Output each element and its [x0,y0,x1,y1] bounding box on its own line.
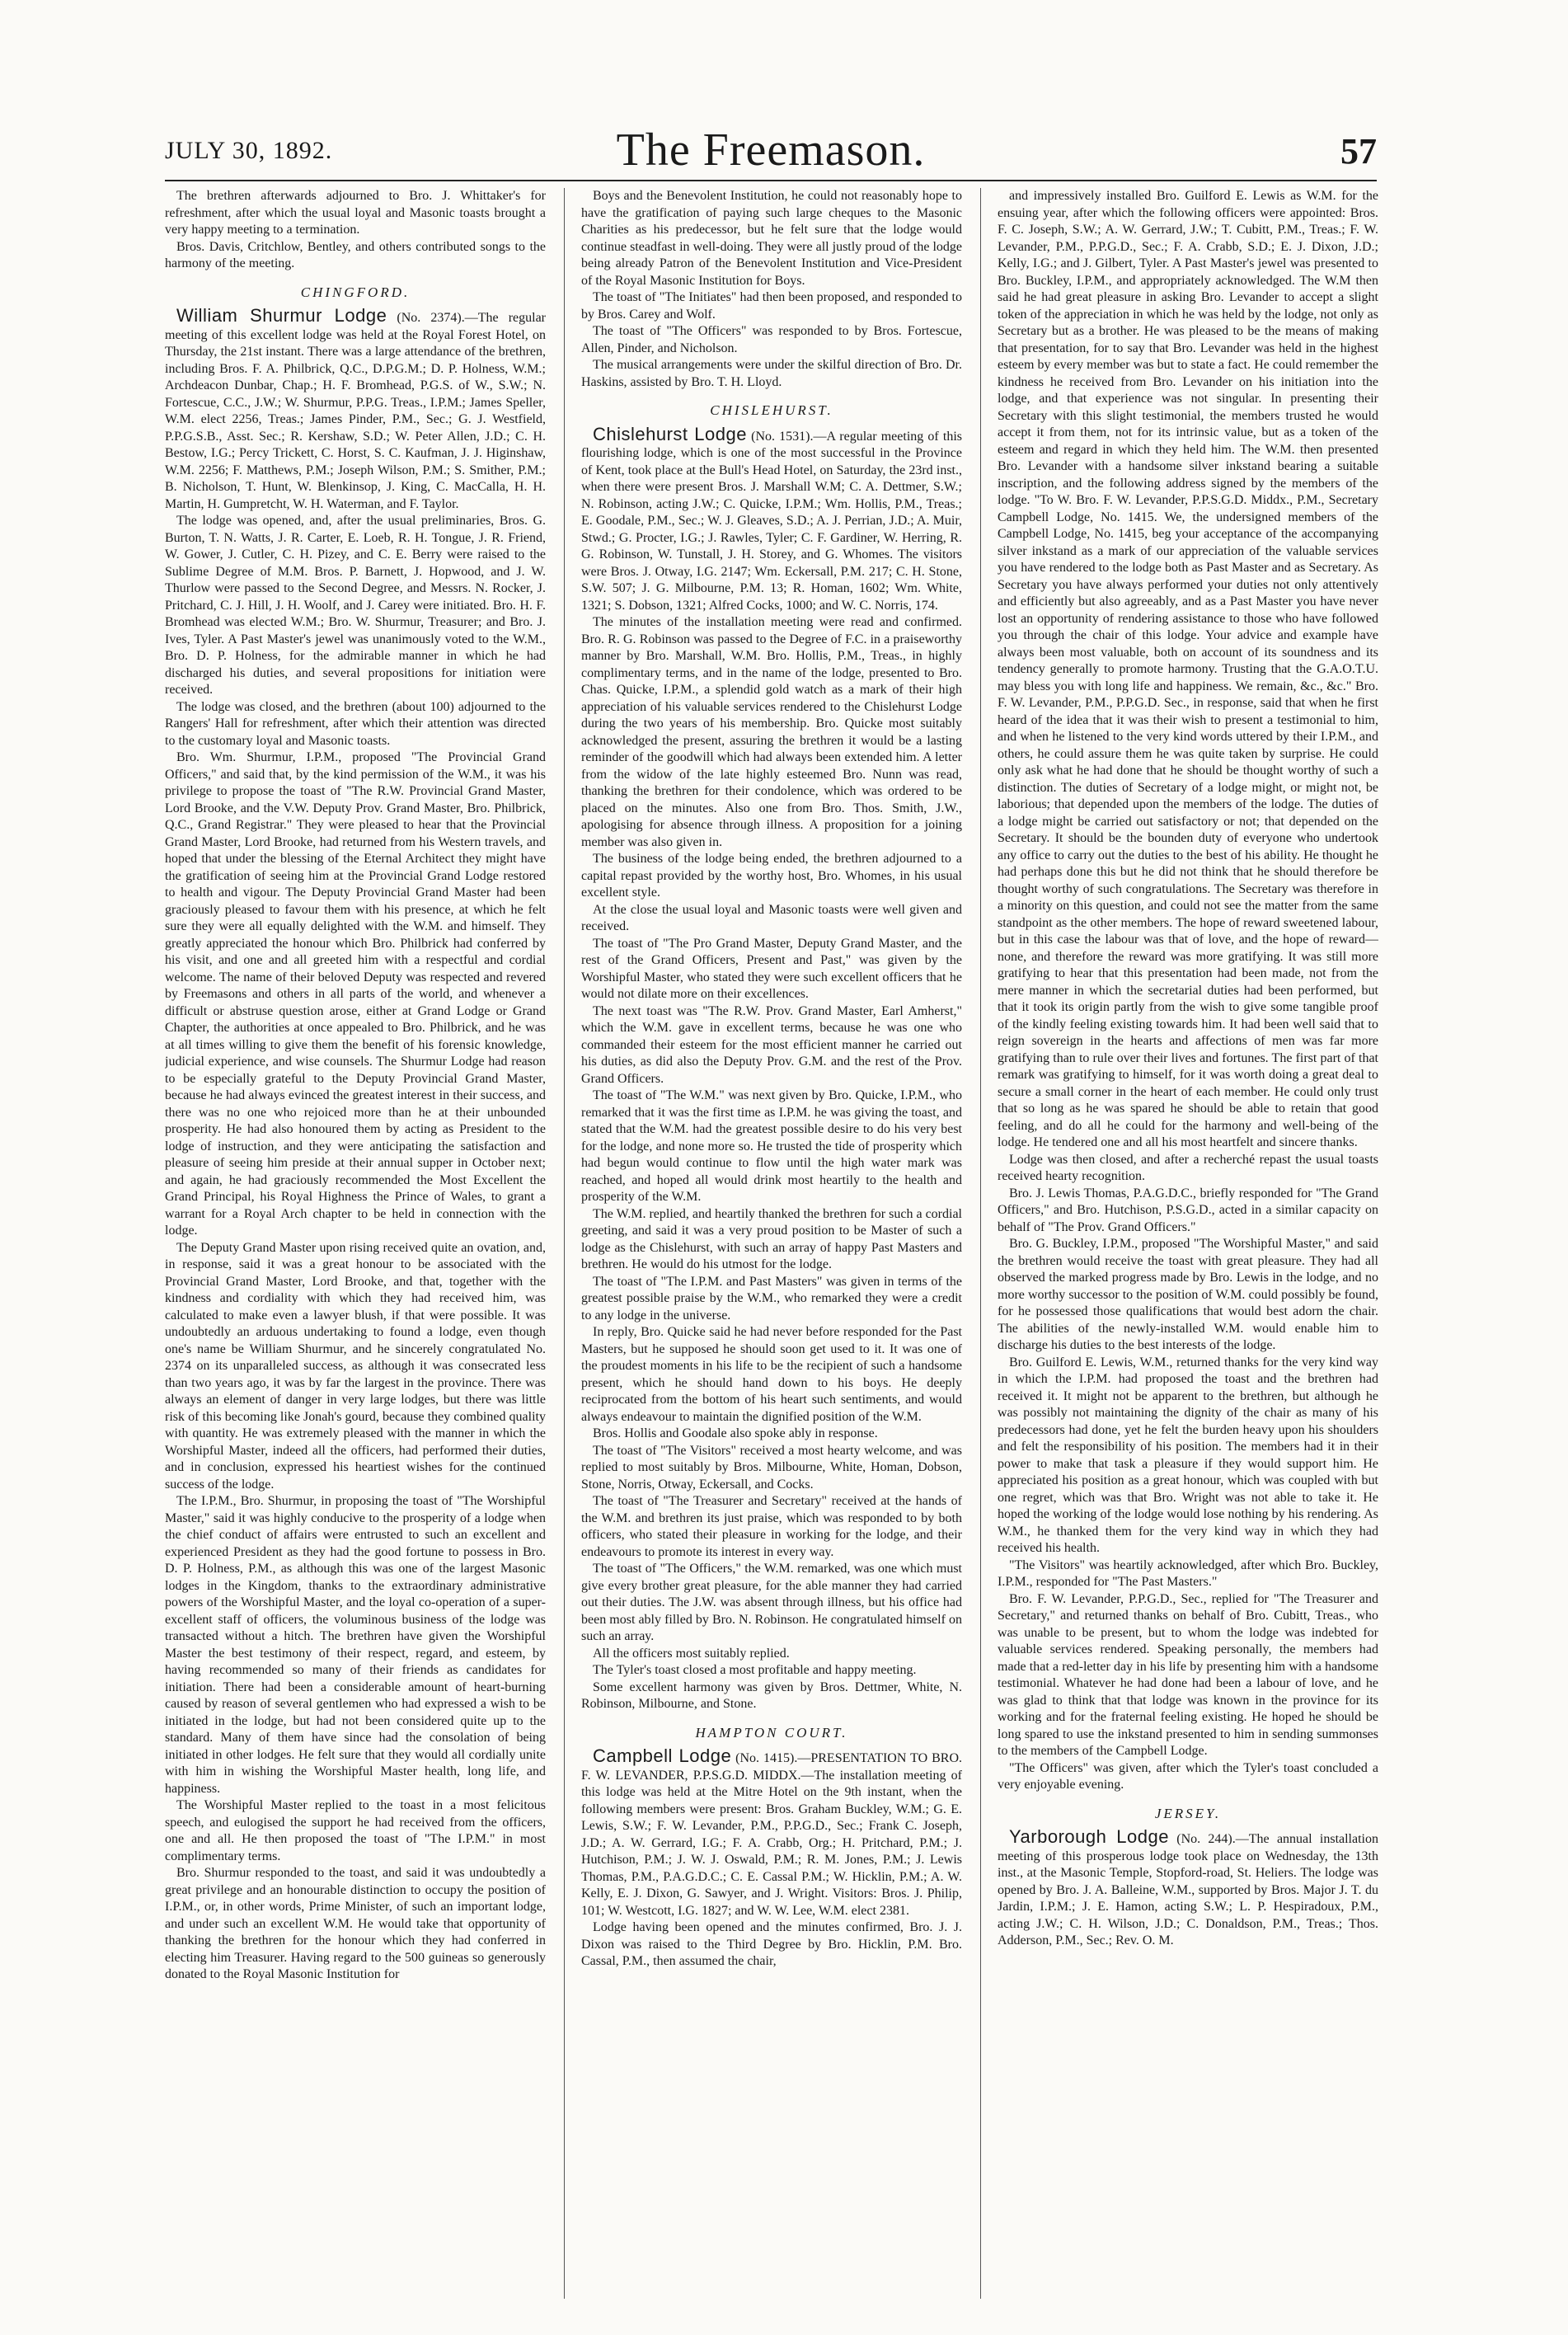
column-2 [581,188,962,2299]
lodge-name-heading: Chislehurst Lodge [593,423,747,444]
lodge-report-text: (No. 2374).—The regular meeting of this excellent lodge was held at the Royal Forest Hotel, on Thursday, the 21st instant. There was a large attendance of the brethren, including Bros. F. A. Philbrick, Q.C., D.P.G.M.; D. P. Holness, W.M.; Archdeacon Dunbar, Chap.; H. F. Bromhead, P.G.S. of W., S.W.; N. Fortescue, C.C., J.W.; W. Shurmur, P.P.G. Treas., I.P.M.; James Speller, W.M. elect 2256, Treas.; James Pinder, P.M., Sec.; G. J. Westfield, P.P.G.S.B., Asst. Sec.; R. Kershaw, S.D.; W. Peter Allen, J.D.; C. H. Bestow, I.G.; Percy Trickett, C. Horst, S. C. Kaufman, J. J. Higinshaw, W.M. 2256; F. Matthews, P.M.; Joseph Wilson, P.M.; S. Smither, P.M.; B. Nicholson, T. Hunt, W. Blenkinsop, J. King, C. MacCalla, H. H. Martin, H. Gumpretcht, W. H. Waterman, and F. Taylor. [165,311,546,511]
column-3 [998,188,1378,2299]
section-place-heading: CHISLEHURST. [710,402,833,418]
lodge-report-paragraph [998,1826,1378,1950]
lodge-report-paragraph [581,1745,962,1919]
lodge-name-heading: Campbell Lodge [593,1745,732,1766]
article-paragraph: Bro. J. Lewis Thomas, P.A.G.D.C., briefly responded for "The Grand Officers," and Bro. Hutchison, P.S.G.D., acted in a similar capacity on behalf of "The Prov. Grand Officers." [998,1186,1378,1234]
lodge-report-text: (No. 244).—The annual installation meeting of this prosperous lodge took place on Wednesday, the 13th inst., at the Masonic Temple, Stopford-road, St. Heliers. The lodge was opened by Bro. J. A. Balleine, W.M., supported by Bros. Major J. T. du Jardin, I.P.M.; J. E. Hamon, acting S.W.; L. P. Hespiradoux, P.M., acting J.W.; C. H. Wilson, J.D.; C. Donaldson, P.M., Treas.; Thos. Adderson, P.M., Sec.; Rev. O. M. [998,1832,1378,1947]
article-paragraph: Bro. G. Buckley, I.P.M., proposed "The Worshipful Master," and said the brethren would receive the toast with great pleasure. They had all observed the marked progress made by Bro. Lewis in the lodge, and no more worthy successor to the position of W.M. could possibly be found, for he possessed those qualifications that would best adorn the chair. The abilities of the newly-installed W.M. would enable him to discharge his duties to the best interests of the lodge. [998,1237,1378,1352]
header-rule [165,180,1377,181]
article-paragraph: All the officers most suitably replied. [593,1646,790,1661]
article-paragraph: Some excellent harmony was given by Bros. Dettmer, White, N. Robinson, Milbourne, and Stone. [581,1680,962,1711]
article-paragraph: "The Visitors" was heartily acknowledged, after which Bro. Buckley, I.P.M., responded for "The Past Masters." [998,1557,1378,1589]
article-paragraph: Bros. Hollis and Goodale also spoke ably in response. [593,1426,878,1440]
lodge-report-text: (No. 1531).—A regular meeting of this flourishing lodge, which is one of the most successful in the Province of Kent, took place at the Bull's Head Hotel, on Saturday, the 23rd inst., when there were present Bros. J. Marshall W.M; C. A. Dettmer, S.W.; N. Robinson, acting J.W.; C. Quicke, I.P.M.; Wm. Hollis, P.M., Treas.; E. Goodale, P.M., Sec.; W. J. Gleaves, S.D.; A. J. Perrian, J.D.; A. Muir, Stwd.; G. Procter, I.G.; J. Rawles, Tyler; C. F. Gardiner, W. Herring, R. G. Robinson, W. Tunstall, J. H. Storey, and G. Whomes. The visitors were Bros. J. Otway, I.G. 2147; Wm. Eckersall, P.M. 217; C. H. Stone, S.W. 507; J. G. Milbourne, P.M. 13; R. Homan, 1602; Wm. White, 1321; S. Dobson, 1321; Alfred Cocks, 1000; and W. C. Norris, 174. [581,429,962,613]
article-paragraph: Bro. Wm. Shurmur, I.P.M., proposed "The Provincial Grand Officers," and said that, by the kind permission of the W.M., it was his privilege to propose the toast of "The R.W. Provincial Grand Master, Lord Brooke, and the V.W. Deputy Prov. Grand Master, Bro. Philbrick, Q.C., Grand Registrar." They were pleased to hear that the Provincial Grand Master, Lord Brooke, had returned from his Western travels, and hoped that under the blessing of the Eternal Architect they might have the gratification of seeing him at the Provincial Grand Lodge restored to health and vigour. The Deputy Provincial Grand Master had been graciously pleased to favour them with his presence, at which he felt sure they were all equally delighted with the W.M. and himself. They greatly appreciated the honour which Bro. Philbrick had conferred by his visit, and one and all greeted him with a respectful and cordial welcome. The name of their beloved Deputy was respected and revered by Freemasons and others in all parts of the world, and whenever a difficult or abstruse question arose, either at Grand Lodge or Grand Chapter, the authorities at once appealed to Bro. Philbrick, and he was at all times willing to give them the benefit of his forensic knowledge, judicial experience, and wise counsels. The Shurmur Lodge had reason to be especially grateful to the Deputy Provincial Grand Master, because he had always evinced the greatest interest in their success, and there was no one who rejoiced more than he at their unbounded prosperity. He had also honoured them by acting as President to the lodge of instruction, and they were anticipating the satisfaction and pleasure of seeing him preside at their annual supper in October next; and again, he had graciously recommended the Most Excellent the Grand Principal, his Royal Highness the Prince of Wales, to grant a warrant for a Royal Arch chapter to be held in connection with the lodge. [165,750,546,1238]
article-paragraph: The minutes of the installation meeting were read and confirmed. Bro. R. G. Robinson was passed to the Degree of F.C. in a praiseworthy manner by Bro. Marshall, W.M. Bro. Hollis, P.M., Treas., in highly complimentary terms, and in the name of the lodge, presented to Bro. Chas. Quicke, I.P.M., a splendid gold watch as a mark of their high appreciation of his valuable services rendered to the Chislehurst Lodge during the two years of his membership. Bro. Quicke most suitably acknowledged the present, assuring the brethren it would be a lasting reminder of the goodwill which had always been extended him. A letter from the widow of the late highly esteemed Bro. Nunn was read, thanking the brethren for their condolence, which was ordered to be placed on the minutes. Also one from Bro. Thos. Smith, J.W., apologising for absence through illness. A proposition for a joining member was also given in. [581,615,962,849]
article-paragraph: At the close the usual loyal and Masonic toasts were well given and received. [581,902,962,933]
article-paragraph: Boys and the Benevolent Institution, he could not reasonably hope to have the gratification of paying such large cheques to the Masonic Charities as his predecessor, but he felt sure that the lodge would continue steadfast in well-doing. They were all justly proud of the lodge being already Patron of the Benevolent Institution and Vice-President of the Royal Masonic Institution for Boys. [581,189,962,288]
article-paragraph: In reply, Bro. Quicke said he had never before responded for the Past Masters, but he supposed he should soon get used to it. It was one of the proudest moments in his life to be the recipient of such a handsome present, which he should hand down to his boys. He deeply reciprocated from the bottom of his heart such sentiments, and would always endeavour to maintain the dignified position of the W.M. [581,1325,962,1424]
article-paragraph: The business of the lodge being ended, the brethren adjourned to a capital repast provided by the worthy host, Bro. Whomes, in his usual excellent style. [581,852,962,900]
section-place-heading: CHINGFORD. [300,284,411,300]
section-place-heading: JERSEY. [1154,1805,1222,1821]
lodge-report-paragraph [581,423,962,615]
article-paragraph: The toast of "The Officers," the W.M. remarked, was one which must give every brother great pleasure, for the able manner they had carried out their duties. The J.W. was absent through illness, but his office had been most ably filled by Bro. N. Robinson. He congratulated himself on such an array. [581,1562,962,1643]
article-paragraph: The Deputy Grand Master upon rising received quite an ovation, and, in response, said it was a great honour to be associated with the Provincial Grand Master, Lord Brooke, and that, together with the kindness and cordiality with which they had received him, was calculated to make even a lawyer blush, if that were possible. It was undoubtedly an arduous undertaking to found a lodge, even though one's name be William Shurmur, and he sincerely congratulated No. 2374 on its unparalleled success, as although it was consecrated less than two years ago, it was by far the largest in the province. There was always an element of danger in very large lodges, but there was little risk of this becoming like Jonah's gourd, because they combined quality with quantity. He was extremely pleased with the manner in which the Worshipful Master, indeed all the officers, had performed their duties, and in conclusion, expressed his heartiest wishes for the continued success of the lodge. [165,1240,546,1492]
lodge-name-heading: Yarborough Lodge [1009,1826,1169,1847]
article-paragraph: Bro. F. W. Levander, P.P.G.D., Sec., replied for "The Treasurer and Secretary," and returned thanks on behalf of Bro. Cubitt, Treas., who was unable to be present, but to whom the lodge was indebted for valuable services rendered. Speaking personally, the members had made that a red-letter day in his life by presenting him with a handsome testimonial. Whatever he had done had been a labour of love, and he was glad to think that that lodge was known in the province for its working and for the fraternal feeling existing. He hoped he should be long spared to use the inkstand presented to him in sending summonses to the members of the Campbell Lodge. [998,1591,1378,1758]
column-1 [165,188,546,2299]
article-paragraph: The toast of "The Initiates" had then been proposed, and responded to by Bros. Carey and Wolf. [581,290,962,322]
article-paragraph: The toast of "The Pro Grand Master, Deputy Grand Master, and the rest of the Grand Officers, Present and Past," was given by the Worshipful Master, who stated they were such excellent officers that he would not dilate more on their excellences. [581,936,962,1001]
article-paragraph: "The Officers" was given, after which the Tyler's toast concluded a very enjoyable evening. [998,1760,1378,1792]
article-paragraph: The W.M. replied, and heartily thanked the brethren for such a cordial greeting, and said it was a very proud position to be Master of such a lodge as the Chislehurst, with such an array of happy Past Masters and brethren. He would do his utmost for the lodge. [581,1206,962,1271]
article-paragraph: and impressively installed Bro. Guilford E. Lewis as W.M. for the ensuing year, after which the following officers were appointed: Bros. F. C. Joseph, S.W.; A. W. Gerrard, J.W.; T. Cubitt, P.M., Treas.; F. W. Levander, P.M., P.P.G.D., Sec.; F. A. Crabb, S.D.; E. J. Dixon, J.D.; Kelly, I.G.; and J. Gilbert, Tyler. A Past Master's jewel was presented to Bro. Buckley, I.P.M., and appropriately acknowledged. The W.M then said he had great pleasure in asking Bro. Levander to accept a slight token of the appreciation in which he was held by the lodge, not only as Secretary but as a brother. He was pleased to be the means of making that presentation, for to say that Bro. Levander was held in the highest esteem by every member was but to state a fact. He could remember the kindness he received from Bro. Levander on his initiation into the lodge, and that experience was not singular. In presenting their Secretary with this slight testimonial, the members trusted he would accept it from them, not for its intrinsic value, but as a token of the esteem and regard in which they held him. The W.M. then presented Bro. Levander with a handsome silver inkstand bearing a suitable inscription, and the following address signed by the members of the lodge. "To W. Bro. F. W. Levander, P.P.S.G.D. Middx., P.M., Secretary Campbell Lodge, No. 1415. We, the undersigned members of the Campbell Lodge, No. 1415, beg your acceptance of the accompanying silver inkstand as a mark of our appreciation of the valuable services you have rendered to the lodge both as Past Master and as Secretary. As Secretary you have always performed your duties not only attentively and efficiently but also agreeably, and as a Past Master you have never lost an opportunity of rendering assistance to those who have followed you through the chair of this lodge. Your advice and example have always been most valuable, both on account of its soundness and its tendency generally to promote harmony. Trusting that the G.A.O.T.U. may bless you with long life and happiness. We remain, &c., &c." Bro. F. W. Levander, P.M., P.P.G.D. Sec., in response, said that when he first heard of the idea that it was their wish to present a testimonial to him, and when he listened to the very kind words uttered by their I.P.M., and others, he could assure them he was quite taken by surprise. He could only ask what he had done that he should be thought worthy of such a distinction. The duties of Secretary of a lodge might, or might not, be laborious; that depended upon the members of the lodge. The duties of a lodge might be carried out satisfactory or not; that depended on the Secretary. It should be the bounden duty of everyone who undertook any office to carry out the duties to the best of his ability. He thought he had perhaps done this but he did not think that he should therefore be thought worthy of such congratulations. The Secretary was therefore in a minority on this question, and could not see the matter from the same standpoint as the other members. The hope of reward sweetened labour, but in this case the labour was that of love, and the hope of reward—none, and therefore the reward was more gratifying. It was still more gratifying to hear that this presentation had been made, not from the mere manner in which the secretarial duties had been performed, but that it took its origin partly from the wish to give some tangible proof of the kindly feeling existing towards him. It had been well said that to reign sovereign in the hearts and affections of men was far more gratifying than to rule over their lives and fortunes. The first part of that remark was gratifying to himself, for it was worth doing a great deal to secure a small corner in the heart of each member. He could only trust that so long as he was spared he should be able to retain that good feeling, and do all he could for the harmony and well-being of the lodge. He tendered one and all his most heartfelt and sincere thanks. [998,189,1378,1149]
article-paragraph: The Tyler's toast closed a most profitable and happy meeting. [593,1663,917,1677]
article-paragraph: The toast of "The Visitors" received a most hearty welcome, and was replied to most suitably by Bros. Milbourne, White, Homan, Dobson, Stone, Norris, Otway, Eckersall, and Cocks. [581,1443,962,1492]
article-paragraph: Lodge having been opened and the minutes confirmed, Bro. J. J. Dixon was raised to the Third Degree by Bro. Hicklin, P.M. Bro. Cassal, P.M., then assumed the chair, [581,1920,962,1968]
masthead [165,124,1377,176]
article-paragraph: Lodge was then closed, and after a recherché repast the usual toasts received hearty recognition. [998,1152,1378,1183]
newspaper-title: The Freemason. [616,125,926,176]
article-paragraph: The lodge was closed, and the brethren (about 100) adjourned to the Rangers' Hall for refreshment, after which their attention was directed to the customary loyal and Masonic toasts. [165,699,546,748]
article-paragraph: The next toast was "The R.W. Prov. Grand Master, Earl Amherst," which the W.M. gave in excellent terms, because he was one who commanded their esteem for the most efficient manner he carried out his duties, as did also the Deputy Prov. G.M. and the rest of the Prov. Grand Officers. [581,1003,962,1086]
column-divider [980,188,981,2299]
lodge-report-paragraph [165,305,546,513]
article-paragraph: The toast of "The Officers" was responded to by Bros. Fortescue, Allen, Pinder, and Nicholson. [581,324,962,355]
article-paragraph: The Worshipful Master replied to the toast in a most felicitous speech, and eulogised the support he had received from the officers, one and all. He then proposed the toast of "The I.P.M." in most complimentary terms. [165,1798,546,1863]
article-paragraph: Bro. Guilford E. Lewis, W.M., returned thanks for the very kind way in which the I.P.M. had proposed the toast and the brethren had received it. It might not be apparent to the brethren, but although he was possibly not maintaining the dignity of the chair as many of his predecessors had done, yet he felt the burden heavy upon his shoulders and felt the responsibility of his position. The members had it in their power to make that task a pleasure if they would support him. He appreciated his position as a great honour, which was coupled with but one regret, which was that Bro. Wright was not able to take it. He hoped the working of the lodge would lose nothing by his rendering. As W.M., he thanked them for the very kind way in which they had received his health. [998,1355,1378,1555]
article-paragraph: The I.P.M., Bro. Shurmur, in proposing the toast of "The Worshipful Master," said it was highly conducive to the prosperity of a lodge when the chief conduct of affairs were entrusted to such an excellent and experienced President as they had the good fortune to possess in Bro. D. P. Holness, P.M., as although this was one of the largest Masonic lodges in the Kingdom, thanks to the extraordinary administrative powers of the Worshipful Master, and the loyal co-operation of a super-excellent staff of officers, the voluminous business of the lodge was transacted without a hitch. The brethren have given the Worshipful Master the best testimony of their respect, regard, and esteem, by having recommended so many of their friends as candidates for initiation. There had been a considerable amount of heart-burning caused by reason of several gentlemen who had expressed a wish to be initiated in the lodge, but had not been considered quite up to the standard. Many of them have since had the consolation of being initiated in other lodges. He felt sure that they would all cordially unite with him in wishing the Worshipful Master health, long life, and happiness. [165,1494,546,1796]
article-paragraph: Bros. Davis, Critchlow, Bentley, and others contributed songs to the harmony of the meeting. [165,239,546,270]
article-paragraph: The brethren afterwards adjourned to Bro. J. Whittaker's for refreshment, after which the usual loyal and Masonic toasts brought a very happy meeting to a termination. [165,189,546,237]
issue-date: JULY 30, 1892. [165,137,333,164]
page-number: 57 [1340,131,1377,171]
article-paragraph: The toast of "The W.M." was next given by Bro. Quicke, I.P.M., who remarked that it was the first time as I.P.M. he was giving the toast, and stated that the W.M. had the greatest possible desire to do his very best for the lodge, and none more so. He trusted the tide of prosperity which had begun would continue to flow until the high water mark was reached, and hoped all would drink most heartily to the health and prosperity of the W.M. [581,1088,962,1204]
article-paragraph: The lodge was opened, and, after the usual preliminaries, Bros. G. Burton, T. N. Watts, J. R. Carter, E. Loeb, R. H. Tongue, J. R. Friend, W. Gower, J. Cutler, C. H. Pizey, and C. E. Berry were raised to the Sublime Degree of M.M. Bros. P. Barnett, J. Hopwood, and J. W. Thurlow were passed to the Second Degree, and Messrs. N. Rocker, J. Pritchard, C. J. Hill, J. H. Woolf, and J. Carey were initiated. Bro. H. F. Bromhead was elected W.M.; Bro. W. Shurmur, Treasurer; and Bro. J. Ives, Tyler. A Past Master's jewel was unanimously voted to the W.M., Bro. D. P. Holness, for the admirable manner in which he had discharged his duties, and several propositions for initiation were received. [165,514,546,697]
article-paragraph: Bro. Shurmur responded to the toast, and said it was undoubtedly a great privilege and an honourable distinction to occupy the position of I.P.M., or, in other words, Prime Minister, of such an important lodge, and under such an excellent W.M. He would take that opportunity of thanking the brethren for the honour which they had conferred in electing him Treasurer. Having regard to the 500 guineas so generously donated to the Royal Masonic Institution for [165,1866,546,1981]
lodge-report-text: (No. 1415).—PRESENTATION TO BRO. F. W. LEVANDER, P.P.S.G.D. MIDDX.—The installation meeting of this lodge was held at the Mitre Hotel on the 9th instant, when the following members were present: Bros. Graham Buckley, W.M.; G. E. Lewis, S.W.; F. W. Levander, P.M., P.P.G.D., Sec.; Frank C. Joseph, J.D.; A. W. Gerrard, I.G.; F. A. Crabb, Org.; H. Pritchard, P.M.; J. Hutchison, P.M.; J. W. J. Oswald, P.M.; R. M. Jones, P.M.; J. Lewis Thomas, P.M., P.A.G.D.C.; C. E. Cassal P.M.; W. Hicklin, P.M.; A. W. Kelly, E. J. Dixon, G. Sawyer, and J. Wright. Visitors: Bros. J. Philip, 101; W. Westcott, I.G. 1827; and W. W. Lee, W.M. elect 2381. [581,1751,962,1918]
article-paragraph: The toast of "The Treasurer and Secretary" received at the hands of the W.M. and brethren its just praise, which was responded to by both officers, who stated their pleasure in working for the lodge, and their endeavours to promote its interest in every way. [581,1494,962,1559]
section-place-heading: HAMPTON COURT. [695,1724,848,1741]
article-paragraph: The musical arrangements were under the skilful direction of Bro. Dr. Haskins, assisted by Bro. T. H. Lloyd. [581,358,962,389]
column-divider [564,188,565,2299]
article-paragraph: The toast of "The I.P.M. and Past Masters" was given in terms of the greatest possible praise by the W.M., who remarked they were a credit to any lodge in the universe. [581,1274,962,1323]
lodge-name-heading: William Shurmur Lodge [176,305,387,326]
